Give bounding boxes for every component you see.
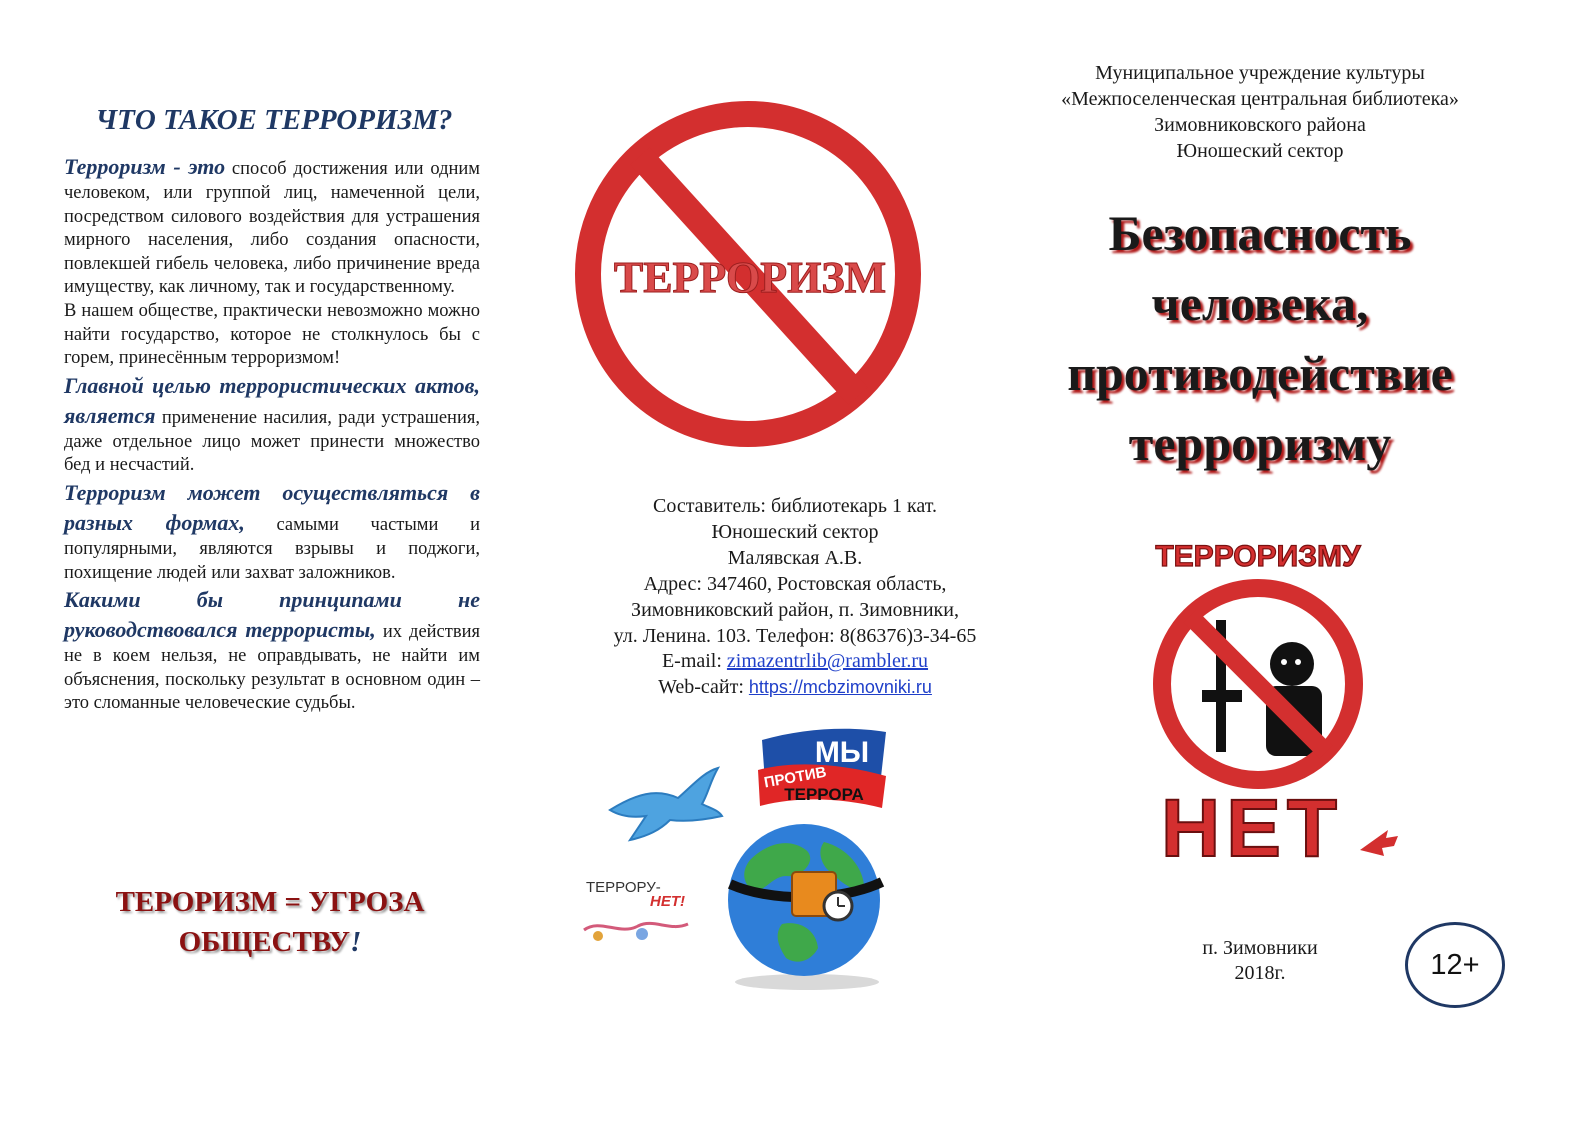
sticker-line2: НЕТ! [650, 893, 685, 910]
no-terrorism-sign-icon [568, 96, 932, 456]
year: 2018г. [1234, 962, 1286, 984]
paragraph-goal [64, 371, 480, 478]
age-rating-badge: 12+ [1405, 922, 1505, 1008]
place-and-year [1160, 936, 1360, 986]
email-row [530, 649, 1060, 675]
middle-panel [530, 0, 1060, 1124]
place-name: п. Зимовники [1202, 937, 1318, 959]
paragraph-forms [64, 478, 480, 585]
terror-no-sticker [580, 870, 700, 950]
definition-text: способ достижения или одним человеком, или группой лиц, намеченной цели, посредством силового воздействия для устрашения мирного населения, либо создания опасности, повлекшей гибель человека, либо причинение вреда имуществу, как личному, так и государственному. [64, 159, 480, 298]
what-is-terrorism-heading: ЧТО ТАКОЕ ТЕРРОРИЗМ? [95, 104, 453, 136]
organization-header [1060, 60, 1460, 164]
poster-bottom-text: НЕТ [1161, 783, 1343, 874]
compiler-line3: Малявская А.В. [727, 546, 863, 569]
sign-text: ТЕРРОРИЗМ [613, 253, 887, 302]
email-link[interactable]: zimazentrlib@rambler.ru [726, 650, 929, 673]
compiler-line2: Юношеский сектор [711, 520, 879, 543]
badge-line2: ПРОТИВ [762, 763, 828, 792]
paragraph-definition [64, 152, 480, 300]
badge-line3: ТЕРРОРА [784, 785, 864, 804]
org-line2: «Межпоселенческая центральная библиотека» [1061, 88, 1459, 110]
against-terror-badge [754, 726, 890, 812]
slogan-line2: ОБЩЕСТВУ [178, 926, 351, 958]
principles-text: их действия не в коем нельзя, не оправдывать, не найти им объяснения, поскольку результат в основном один – это сломанные человеческие судьбы. [64, 622, 480, 714]
principles-lead: Какими бы принципами не руководствовался террористы, [64, 587, 480, 643]
org-line3: Зимовниковского района [1154, 114, 1366, 136]
address-line2: Зимовниковский район, п. Зимовники, [631, 598, 959, 621]
title-line4: терроризму [1128, 415, 1392, 471]
slogan-exclaim: ! [350, 926, 362, 958]
compiler-line1: Составитель: библиотекарь 1 кат. [652, 495, 937, 517]
badge-line1: МЫ [814, 736, 870, 769]
no-to-terrorism-poster [1120, 534, 1410, 874]
left-panel [0, 0, 530, 1124]
website-link[interactable]: https://mcbzimovniki.ru [748, 677, 932, 698]
address-line3: ул. Ленина. 103. Телефон: 8(86376)3-34-65 [613, 624, 977, 647]
website-label: Web-сайт: [658, 676, 749, 699]
website-row [530, 675, 1060, 701]
dove-icon [606, 764, 726, 844]
goal-text: применение насилия, ради устрашения, даже отдельное лицо может принести множество бед и несчастий. [64, 407, 480, 476]
brochure-title [1060, 198, 1460, 478]
slogan-line2-wrap [60, 922, 480, 962]
paragraph-principles [64, 585, 480, 716]
sticker-line1: ТЕРРОРУ- [586, 879, 661, 896]
slogan [60, 882, 480, 962]
definition-lead: Терроризм - это [64, 154, 226, 179]
forms-text: самыми частыми и популярными, являются взрывы и поджоги, похищение людей или захват заложников. [64, 514, 480, 583]
org-line1: Муниципальное учреждение культуры [1095, 62, 1425, 84]
globe-with-bomb-icon [720, 820, 894, 994]
slogan-line1: ТЕРОРИЗМ = УГРОЗА [115, 886, 425, 918]
paragraph-society: В нашем обществе, практически невозможно можно найти государство, которое не столкнулось бы с горем, принесённым терроризмом! [64, 300, 480, 369]
forms-lead: Терроризм может осуществляться в разных формах, [64, 479, 480, 535]
title-line1: Безопасность [1108, 205, 1412, 261]
poster-top-text: ТЕРРОРИЗМУ [1155, 540, 1361, 573]
email-label: E-mail: [661, 650, 727, 673]
terrorism-description [64, 152, 480, 716]
right-panel [1060, 0, 1590, 1124]
goal-lead: Главной целью террористических актов, является [64, 372, 480, 428]
address-line1: Адрес: 347460, Ростовская область, [643, 572, 947, 595]
compiler-info [530, 494, 1060, 701]
title-line2: человека, [1151, 275, 1369, 331]
title-line3: противодействие [1067, 345, 1453, 401]
org-line4: Юношеский сектор [1176, 140, 1344, 162]
